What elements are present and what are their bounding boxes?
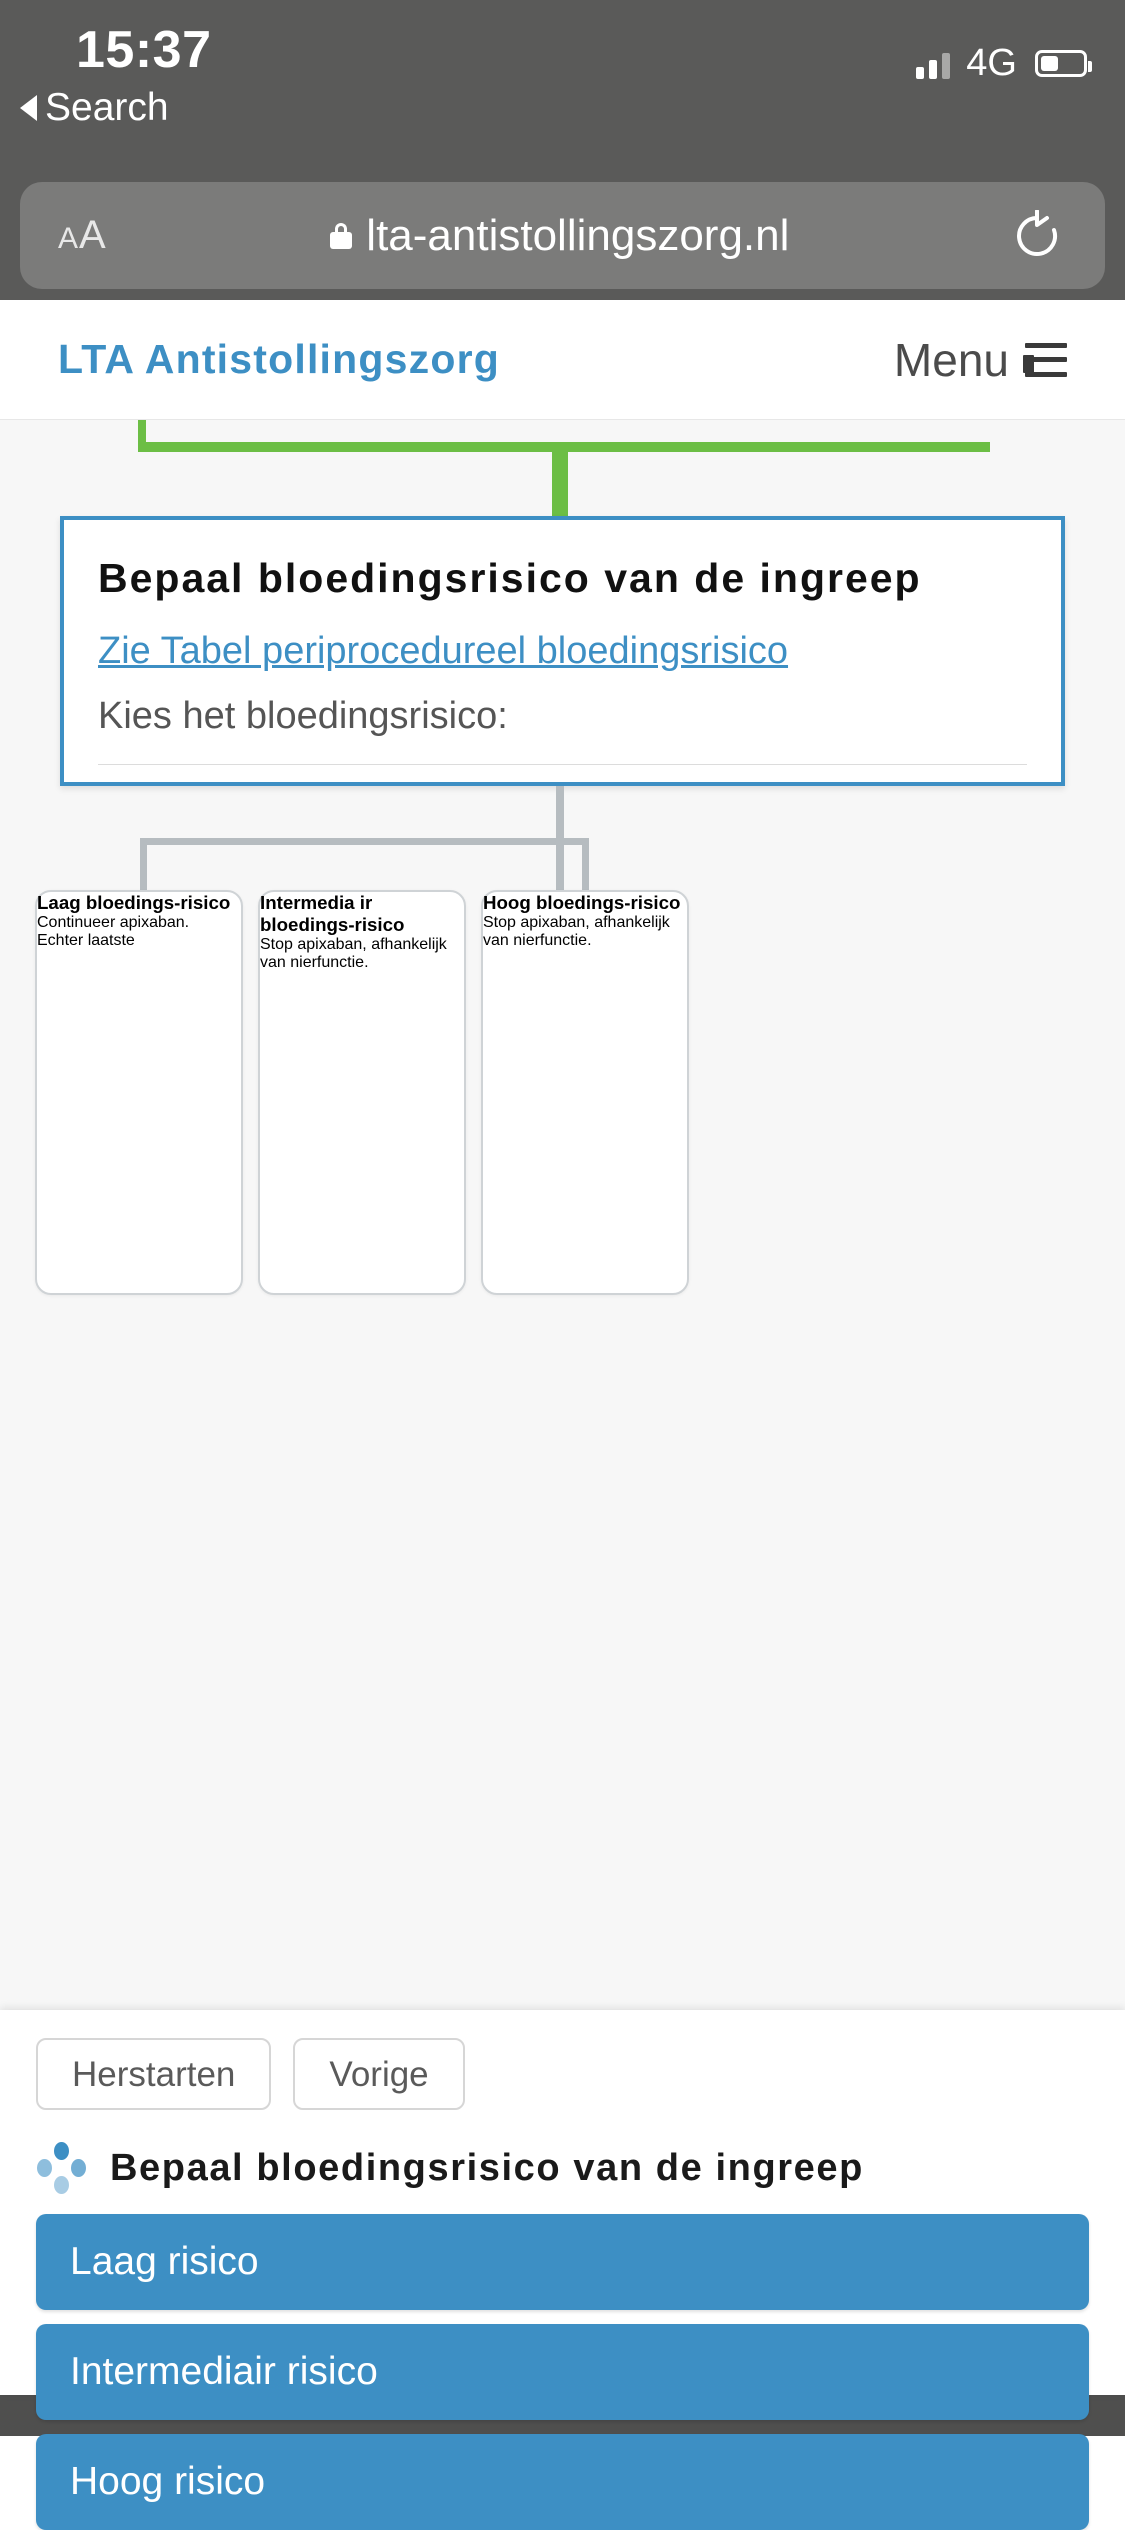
site-header bbox=[0, 300, 1125, 420]
branch-body-low: Continueer apixaban. bbox=[37, 914, 190, 931]
restart-button[interactable]: Herstarten bbox=[36, 2038, 271, 2110]
hamburger-menu-icon bbox=[1025, 343, 1067, 377]
status-bar-indicators bbox=[916, 42, 1087, 85]
battery-icon bbox=[1035, 50, 1087, 77]
site-title[interactable]: LTA Antistollingszorg bbox=[58, 336, 500, 382]
widget-question-text: Bepaal bloedingsrisico van de ingreep bbox=[110, 2146, 864, 2189]
connector-green-vertical-center bbox=[552, 448, 568, 518]
branch-body-intermediate: Stop apixaban, afhankelijk van nierfunctie. bbox=[260, 936, 447, 971]
branch-body-low-2: Echter laatste bbox=[37, 932, 135, 949]
lock-icon bbox=[330, 223, 352, 249]
network-type-label: 4G bbox=[966, 42, 1017, 84]
text-size-label: A bbox=[79, 213, 107, 257]
option-high-risk[interactable]: Hoog risico bbox=[36, 2434, 1089, 2530]
connector-gray-vertical-stem bbox=[556, 786, 564, 842]
branch-card-intermediate-risk[interactable] bbox=[258, 890, 466, 1295]
text-size-button[interactable]: AA bbox=[58, 213, 107, 257]
connector-gray-horizontal bbox=[140, 838, 588, 845]
flowchart-main-node bbox=[60, 516, 1065, 786]
branch-title-low: Laag bloedings-risico bbox=[37, 892, 231, 913]
branch-title-high: Hoog bloedings-risico bbox=[483, 892, 681, 913]
main-node-prompt: Kies het bloedingsrisico: bbox=[98, 695, 508, 738]
widget-nav-buttons bbox=[0, 2010, 1125, 2110]
menu-button[interactable] bbox=[894, 333, 1067, 387]
back-to-search-label: Search bbox=[45, 86, 169, 129]
address-bar[interactable] bbox=[20, 182, 1105, 289]
connector-gray-vertical-1 bbox=[140, 838, 147, 894]
bleeding-risk-table-link[interactable]: Zie Tabel periprocedureel bloedingsrisico bbox=[98, 630, 789, 673]
branch-card-high-risk[interactable] bbox=[481, 890, 689, 1295]
status-bar-time: 15:37 bbox=[76, 21, 212, 79]
loading-dots-icon bbox=[36, 2142, 88, 2194]
widget-option-list bbox=[0, 2194, 1125, 2530]
previous-button[interactable]: Vorige bbox=[293, 2038, 464, 2110]
connector-gray-vertical-2 bbox=[556, 838, 564, 894]
branch-card-low-risk[interactable] bbox=[35, 890, 243, 1295]
branch-body-high: Stop apixaban, afhankelijk van nierfunctie. bbox=[483, 914, 670, 949]
ios-status-bar bbox=[0, 0, 1125, 178]
main-node-divider bbox=[98, 764, 1027, 765]
web-page-viewport bbox=[0, 300, 1125, 2010]
reload-icon[interactable] bbox=[1013, 210, 1061, 262]
branch-title-intermediate: Intermedia ir bloedings-risico bbox=[260, 892, 405, 935]
triangle-left-icon bbox=[20, 95, 37, 121]
address-bar-content[interactable] bbox=[107, 211, 1013, 261]
widget-question-row bbox=[0, 2110, 1125, 2194]
main-node-heading: Bepaal bloedingsrisico van de ingreep bbox=[98, 555, 922, 601]
menu-label: Menu bbox=[893, 333, 1009, 386]
back-to-search-button[interactable] bbox=[20, 86, 169, 130]
url-text: lta-antistollingszorg.nl bbox=[366, 210, 790, 260]
connector-gray-vertical-3 bbox=[582, 838, 589, 894]
option-low-risk[interactable]: Laag risico bbox=[36, 2214, 1089, 2310]
flowchart-area bbox=[0, 420, 1125, 2010]
option-intermediate-risk[interactable]: Intermediair risico bbox=[36, 2324, 1089, 2420]
decision-widget-panel bbox=[0, 2010, 1125, 2503]
cellular-signal-icon bbox=[916, 49, 950, 79]
